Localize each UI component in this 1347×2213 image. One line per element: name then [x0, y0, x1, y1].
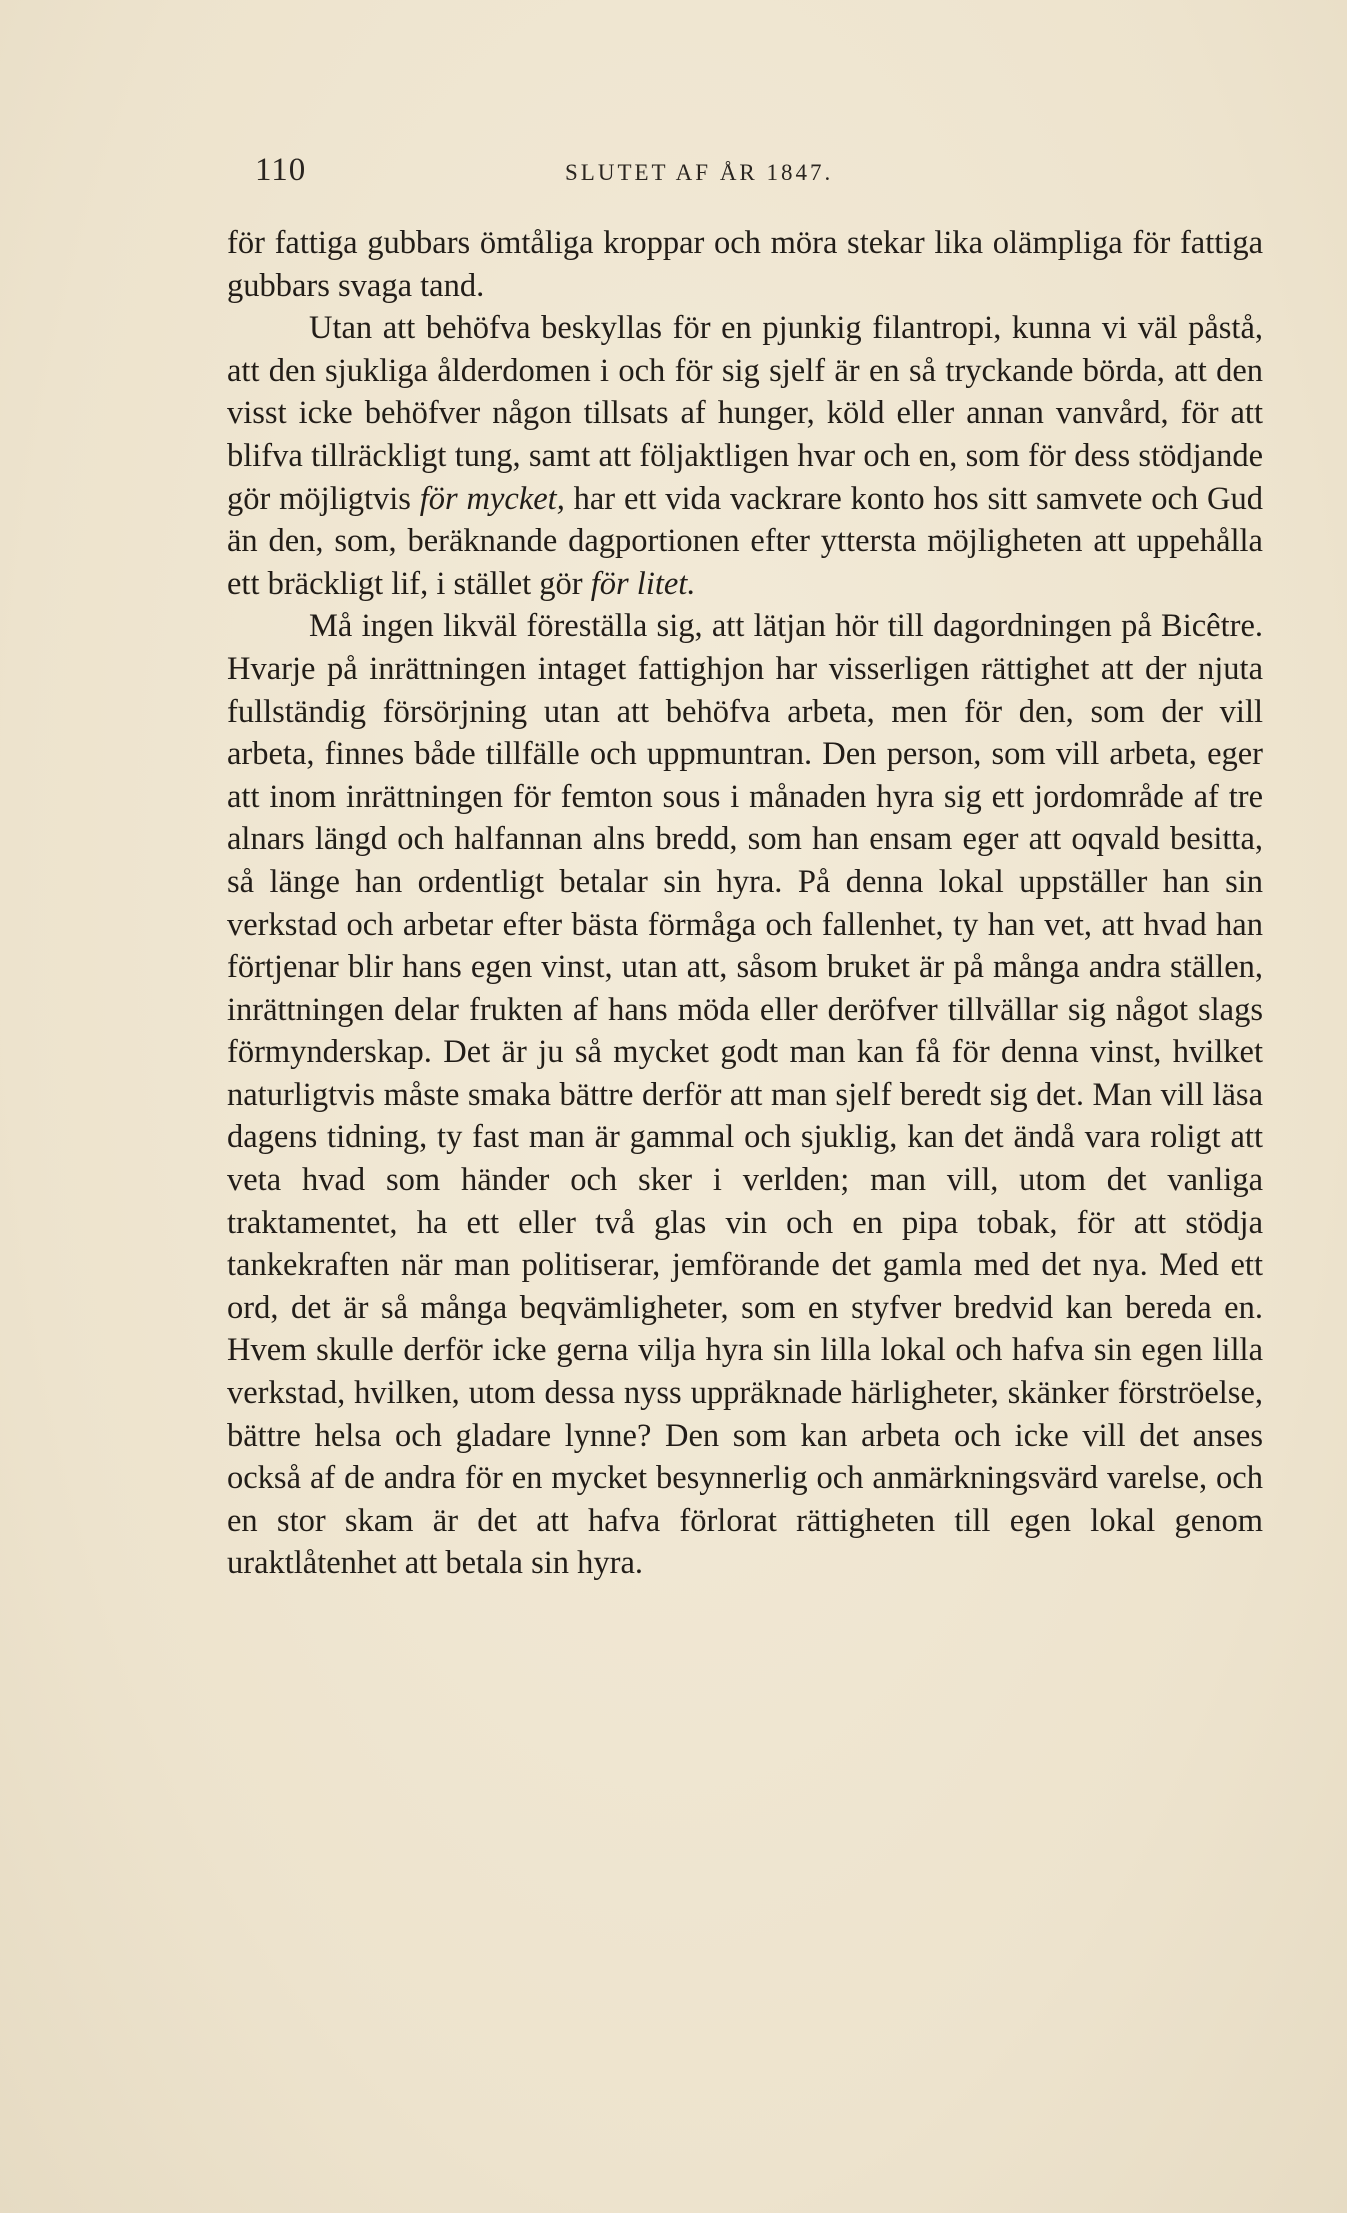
paragraph-2: [227, 307, 1263, 605]
italic-phrase: för litet.: [590, 565, 696, 602]
page-header: [255, 152, 925, 196]
paragraph-text: Må ingen likväl föreställa sig, att lätjan hör till dagordningen på Bicêtre. Hvarje på inrättningen intaget fattighjon har visserligen rättighet att der njuta fullständig försörjning utan att behöfva arbeta, men för den, som der vill arbeta, finnes både tillfälle och uppmuntran. Den person, som vill arbeta, eger att inom inrättningen för femton sous i månaden hyra sig ett jordområde af tre alnars längd och halfannan alns bredd, som han ensam eger att oqvald besitta, så länge han ordentligt betalar sin hyra. På denna lokal uppställer han sin verkstad och arbetar efter bästa förmåga och fallenhet, ty han vet, att hvad han förtjenar blir hans egen vinst, utan att, såsom bruket är på många andra ställen, inrättningen delar frukten af hans möda eller deröfver tillvällar sig något slags förmynderskap. Det är ju så mycket godt man kan få för denna vinst, hvilket naturligtvis måste smaka bättre derför att man sjelf beredt sig det. Man vill läsa dagens tidning, ty fast man är gammal och sjuklig, kan det ändå vara roligt att veta hvad som händer och sker i verlden; man vill, utom det vanliga traktamentet, ha ett eller två glas vin och en pipa tobak, för att stödja tankekraften när man politiserar, jemförande det gamla med det nya. Med ett ord, det är så många beqvämligheter, som en styfver bredvid kan bereda en. Hvem skulle derför icke gerna vilja hyra sin lilla lokal och hafva sin egen lilla verkstad, hvilken, utom dessa nyss uppräknade härligheter, skänker förströelse, bättre helsa och gladare lynne? Den som kan arbeta och icke vill det anses också af de andra för en mycket besynnerlig och anmärkningsvärd varelse, och en stor skam är det att hafva förlorat rättigheten till egen lokal genom uraktlåtenhet att betala sin hyra.: [227, 608, 1263, 1582]
paragraph-text: Utan att behöfva beskyllas för en pjunkig filantropi, kunna vi väl påstå, att den sjukliga ålderdomen i och för sig sjelf är en så tryckande börda, att den visst icke behöfver någon tillsats af hunger, köld eller annan vanvård, för att blifva tillräckligt tung, samt att följaktligen hvar och en, som för dess stödjande gör möjligtvis: [227, 310, 1263, 517]
italic-phrase: för mycket,: [419, 480, 565, 517]
page-number: 110: [255, 152, 307, 188]
body-text: [227, 222, 1263, 1585]
running-title: SLUTET AF ÅR 1847.: [565, 160, 834, 185]
paragraph-text: har ett vida vackrare konto hos sitt samvete och Gud än den, som, beräknande dagportionen efter yttersta möjligheten att uppehålla ett bräckligt lif, i stället gör: [227, 480, 1263, 602]
paragraph-text: för fattiga gubbars ömtåliga kroppar och möra stekar lika olämpliga för fattiga gubbars svaga tand.: [227, 225, 1263, 304]
paragraph-1: [227, 222, 1263, 307]
paragraph-3: [227, 605, 1263, 1585]
